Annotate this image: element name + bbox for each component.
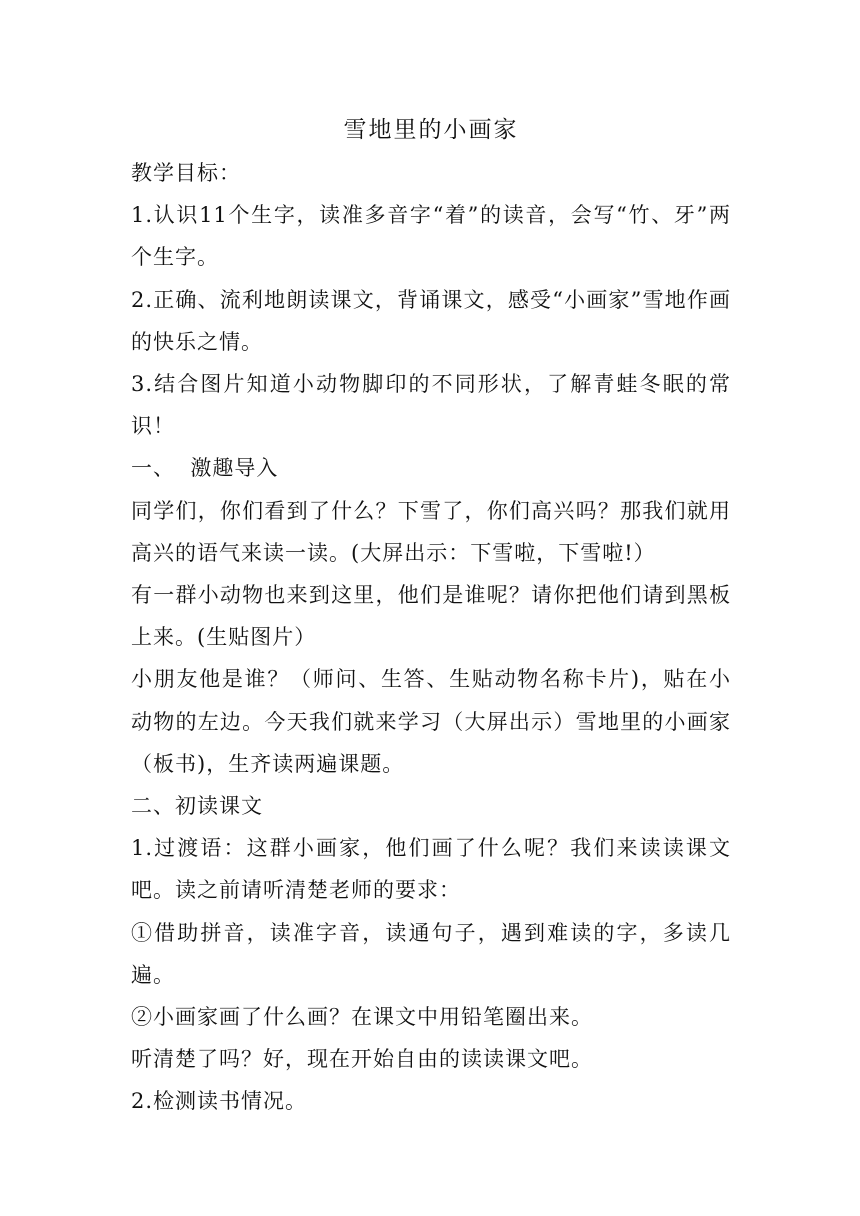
document-title: 雪地里的小画家 xyxy=(343,117,519,143)
goal-item-2: 2.正确、流利地朗读课文，背诵课文，感受“小画家”雪地作画的快乐之情。 xyxy=(131,287,731,354)
reading-step-2: 2.检测读书情况。 xyxy=(131,1089,308,1114)
reading-instruction: 听清楚了吗？好，现在开始自由的读读课文吧。 xyxy=(131,1047,593,1072)
goal-item-3: 3.结合图片知道小动物脚印的不同形状，了解青蛙冬眠的常识！ xyxy=(131,372,731,439)
section-heading-first-reading: 二、初读课文 xyxy=(131,794,263,819)
reading-requirement-1: ①借助拼音，读准字音，读通句子，遇到难读的字，多读几遍。 xyxy=(131,920,731,987)
document-body xyxy=(131,108,731,1123)
section-heading-intro: 一、 激趣导入 xyxy=(131,456,279,481)
goal-item-1: 1.认识11个生字，读准多音字“着”的读音，会写“竹、牙”两个生字。 xyxy=(131,203,731,270)
reading-requirement-2: ②小画家画了什么画？在课文中用铅笔圈出来。 xyxy=(131,1005,593,1030)
reading-step-1: 1.过渡语：这群小画家，他们画了什么呢？我们来读读课文吧。读之前请听清楚老师的要求： xyxy=(131,836,731,903)
teaching-goals-heading: 教学目标： xyxy=(131,161,241,185)
intro-paragraph-1: 同学们，你们看到了什么？下雪了，你们高兴吗？那我们就用高兴的语气来读一读。(大屏出示：下雪啦，下雪啦!） xyxy=(131,498,731,565)
intro-paragraph-2: 有一群小动物也来到这里，他们是谁呢？请你把他们请到黑板上来。(生贴图片） xyxy=(131,583,731,650)
intro-paragraph-3: 小朋友他是谁？（师问、生答、生贴动物名称卡片)，贴在小动物的左边。今天我们就来学习（大屏出示）雪地里的小画家（板书)，生齐读两遍课题。 xyxy=(131,667,731,776)
